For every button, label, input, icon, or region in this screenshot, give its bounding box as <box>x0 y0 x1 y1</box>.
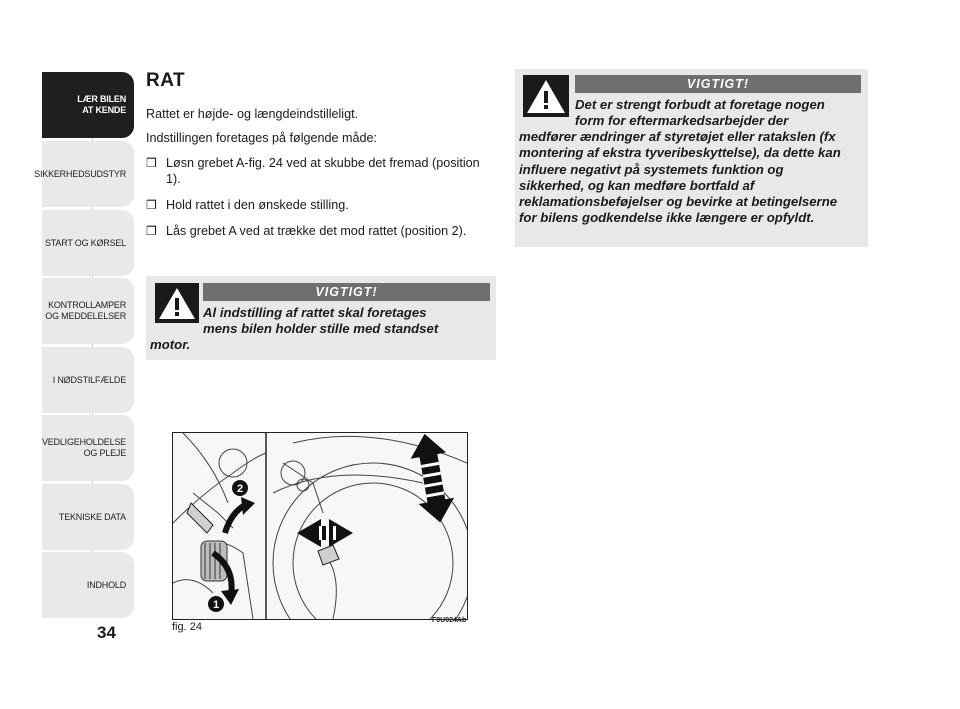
figure-code: F0U024Ab <box>432 617 467 624</box>
tab-start-og-korsel[interactable] <box>42 210 134 276</box>
step-item <box>146 223 496 239</box>
intro-text: Rattet er højde- og længdeindstilleligt. <box>146 107 359 121</box>
instruction-steps <box>146 155 496 249</box>
warning-triangle-icon <box>155 283 199 323</box>
checkbox-bullet-icon: ❒ <box>146 156 157 170</box>
warning-triangle-icon <box>523 75 569 117</box>
tab-label: I NØDSTILFÆLDE <box>52 374 126 385</box>
tab-label: KONTROLLAMPER OG MEDDELELSER <box>45 300 126 321</box>
warning-text-line: Al indstilling af rattet skal foretages <box>203 305 427 320</box>
tab-label: INDHOLD <box>86 579 126 590</box>
tab-label: LÆR BILEN AT KENDE <box>77 94 126 115</box>
step-text: Hold rattet i den ønskede stilling. <box>166 198 349 212</box>
step-item <box>146 197 496 213</box>
lead-text: Indstillingen foretages på følgende måde: <box>146 131 378 145</box>
tab-tekniske-data[interactable] <box>42 484 134 550</box>
tab-vedligeholdelse[interactable] <box>42 415 134 481</box>
tab-label: SIKKERHEDSUDSTYR <box>34 168 126 179</box>
warning-text-body: medfører ændringer af styretøjet eller ratakslen (fx montering af ekstra tyveribeskyttelse), da dette kan influere negativt på systemets funktion og sikkerhed, og kan medføre bortfald af reklamationsbeføjelser og bevirke at betingelserne for bilens godkendelse ikke længere er opfyldt. <box>519 129 841 226</box>
step-text: Lås grebet A ved at trække det mod rattet (position 2). <box>166 224 467 238</box>
warning-text-line: Det er strengt forbudt at foretage nogen <box>575 97 825 112</box>
step-text: Løsn grebet A-fig. 24 ved at skubbe det fremad (position 1). <box>166 156 480 186</box>
figure-steering-adjustment <box>172 432 468 620</box>
figure-caption: fig. 24 <box>172 621 202 633</box>
warning-text-line: form for eftermarkedsarbejder der <box>575 113 789 128</box>
page-number: 34 <box>97 623 116 642</box>
steering-illustration <box>173 433 467 619</box>
tab-sikkerhedsudstyr[interactable] <box>34 141 134 207</box>
tab-indhold[interactable] <box>42 552 134 618</box>
tab-label: START OG KØRSEL <box>44 237 126 248</box>
warning-box-modification <box>515 69 868 247</box>
step-item <box>146 155 496 187</box>
tab-i-nodstilfaelde[interactable] <box>42 347 134 413</box>
checkbox-bullet-icon: ❒ <box>146 224 157 238</box>
warning-heading: VIGTIGT! <box>203 283 490 301</box>
tab-kontrollamper[interactable] <box>42 278 134 344</box>
svg-text:1: 1 <box>212 599 220 611</box>
tab-laer-bilen-at-kende[interactable] <box>42 72 134 138</box>
warning-text-line: motor. <box>150 337 191 352</box>
warning-text-line: mens bilen holder stille med standset <box>203 321 439 336</box>
tab-label: TEKNISKE DATA <box>58 511 126 522</box>
section-title: RAT <box>146 70 186 91</box>
tab-label: VEDLIGEHOLDELSE OG PLEJE <box>41 437 126 458</box>
checkbox-bullet-icon: ❒ <box>146 198 157 212</box>
warning-heading: VIGTIGT! <box>575 75 861 93</box>
svg-text:2: 2 <box>236 483 244 495</box>
warning-box-adjust <box>146 276 496 360</box>
